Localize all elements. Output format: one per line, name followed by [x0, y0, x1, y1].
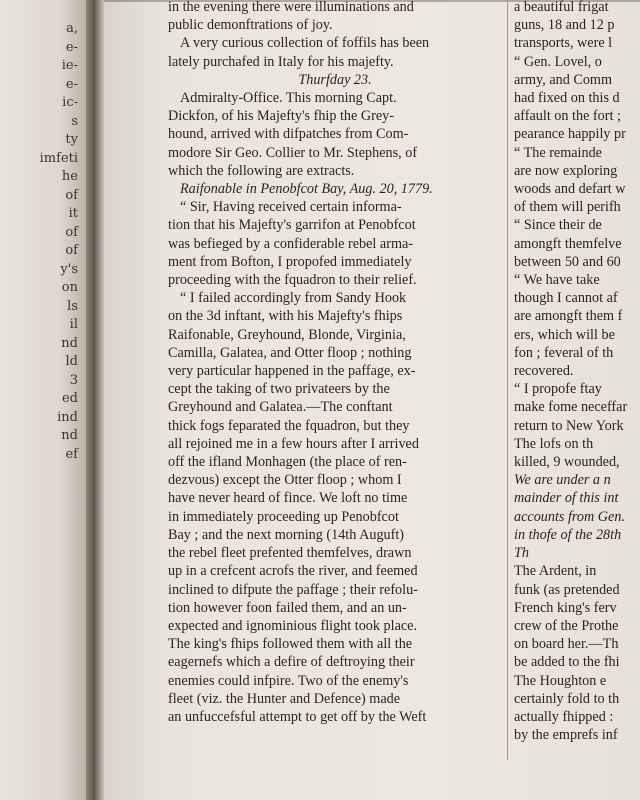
text-line: funk (as pretended — [514, 581, 620, 598]
left-page-fragment: of — [65, 224, 78, 240]
left-page-fragment: s — [71, 113, 78, 129]
text-line: killed, 9 wounded, — [514, 454, 620, 471]
text-line: have never heard of fince. We loft no time — [168, 490, 408, 507]
column-divider — [507, 0, 508, 760]
text-line: The king's fhips followed them with all the — [168, 636, 413, 653]
text-line: had fixed on this d — [514, 90, 620, 107]
text-line: Admiralty-Office. This morning Capt. — [180, 90, 397, 107]
text-line: of them will perifh — [514, 199, 621, 216]
text-line: are amongft them f — [514, 308, 623, 325]
text-line: fleet (viz. the Hunter and Defence) made — [168, 690, 401, 707]
text-line: “ Since their de — [514, 217, 602, 234]
text-line: very particular happened in the paffage, ex- — [168, 363, 416, 380]
text-line: lately purchafed in Italy for his majefty. — [168, 53, 394, 70]
text-line: eagernefs which a defire of deftroying their — [168, 654, 415, 671]
left-page-fragment: it — [68, 206, 78, 221]
left-page-fragment: on — [61, 280, 78, 295]
left-page-fragment: ie- — [61, 58, 78, 73]
text-line: amongft themfelve — [514, 235, 622, 252]
text-line: woods and defart w — [514, 181, 626, 198]
text-line: “ We have take — [514, 272, 600, 289]
left-page-fragment: ed — [61, 391, 78, 406]
text-line: certainly fold to th — [514, 690, 620, 707]
text-line: a beautiful frigat — [514, 0, 609, 15]
left-page-fragment: imfeti — [39, 150, 78, 166]
text-line: between 50 and 60 — [514, 253, 621, 270]
left-page-fragment: e- — [65, 76, 78, 92]
text-line: Bay ; and the next morning (14th Auguft) — [168, 526, 405, 543]
text-line: “ Gen. Lovel, o — [514, 53, 602, 70]
text-line: the rebel fleet prefented themfelves, drawn — [168, 545, 412, 562]
text-line: return to New York — [514, 417, 624, 434]
text-line: transports, were l — [514, 35, 613, 52]
text-line: thick fogs feparated the fquadron, but they — [168, 417, 410, 434]
text-line: ment from Bofton, I propofed immediately — [168, 253, 412, 270]
text-line: Dickfon, of his Majefty's fhip the Grey- — [168, 108, 394, 125]
text-line: fon ; feveral of th — [514, 344, 614, 361]
text-line: crew of the Prothe — [514, 617, 619, 634]
text-line: accounts from Gen. — [514, 508, 625, 525]
text-line: proceeding with the fquadron to their relief. — [168, 272, 417, 289]
text-line: in immediately proceeding up Penobfcot — [168, 508, 399, 525]
text-line: actually fhipped : — [514, 708, 614, 725]
text-line: dezvous) except the Otter floop ; whom I — [168, 472, 402, 489]
text-line: mainder of this int — [514, 490, 619, 507]
text-line: Raifonable in Penobfcot Bay, Aug. 20, 1779. — [180, 181, 433, 198]
text-line: The lofs on th — [514, 435, 594, 452]
text-line: was befieged by a confiderable rebel arma- — [168, 235, 413, 252]
column-right-cropped — [514, 0, 640, 744]
left-page-fragment: il — [69, 317, 78, 332]
text-line: public demonftrations of joy. — [168, 17, 333, 34]
text-line: Thurfday 23. — [298, 71, 372, 88]
text-line: are now exploring — [514, 162, 618, 179]
text-line: off the ifland Monhagen (the place of ren- — [168, 454, 407, 471]
text-line: recovered. — [514, 363, 574, 380]
text-line: cept the taking of two privateers by the — [168, 381, 390, 398]
left-page-fragment: a, — [66, 21, 78, 36]
text-line: though I cannot af — [514, 290, 618, 307]
left-page-fragment: ef — [65, 446, 78, 462]
left-page-fragment: y's — [60, 261, 78, 277]
text-line: an unfuccefsful attempt to get off by the Weft — [168, 708, 427, 725]
text-line: expected and ignominious flight took place. — [168, 617, 418, 634]
text-line: modore Sir Geo. Collier to Mr. Stephens, of — [168, 144, 418, 161]
text-line: hound, arrived with difpatches from Com- — [168, 126, 409, 143]
left-page-fragment: 3 — [69, 372, 78, 388]
text-line: enemies could infpire. Two of the enemy's — [168, 672, 409, 689]
text-line: Raifonable, Greyhound, Blonde, Virginia, — [168, 326, 406, 343]
text-line: “ Sir, Having received certain informa- — [180, 199, 402, 216]
left-page-fragment: ld — [65, 354, 78, 369]
text-line: on board her.—Th — [514, 636, 619, 653]
column-main — [168, 0, 502, 726]
left-page-fragment: he — [61, 169, 78, 184]
text-line: be added to the fhi — [514, 654, 620, 671]
text-line: “ I propofe ftay — [514, 381, 602, 398]
text-line: in thofe of the 28th — [514, 526, 622, 543]
text-line: make fome neceffar — [514, 399, 628, 416]
text-line: army, and Comm — [514, 71, 612, 88]
left-page-edge — [0, 0, 86, 800]
text-line: tion that his Majefty's garrifon at Penobfcot — [168, 217, 416, 234]
left-page-fragment: e- — [65, 39, 78, 55]
text-line: Th — [514, 545, 529, 562]
left-page-fragment: nd — [61, 335, 78, 351]
text-line: The Houghton e — [514, 672, 607, 689]
text-line: French king's ferv — [514, 599, 617, 616]
page-gutter — [86, 0, 104, 800]
text-line: pearance happily pr — [514, 126, 626, 143]
left-page-fragment: of — [65, 243, 78, 258]
text-line: in the evening there were illuminations and — [168, 0, 414, 15]
left-page-fragment: ic- — [62, 95, 78, 110]
text-line: affault on the fort ; — [514, 108, 621, 125]
text-line: by the emprefs inf — [514, 727, 618, 744]
text-line: all rejoined me in a few hours after I arrived — [168, 435, 419, 452]
text-line: on the 3d inftant, with his Majefty's fhips — [168, 308, 403, 325]
text-line: A very curious collection of foffils has been — [180, 35, 430, 52]
left-page-fragment: ind — [57, 409, 78, 425]
text-line: Greyhound and Galatea.—The conftant — [168, 399, 393, 416]
text-line: inclined to difpute the paffage ; their refolu- — [168, 581, 418, 598]
left-page-fragment: ty — [65, 132, 78, 147]
text-line: Camilla, Galatea, and Otter floop ; nothing — [168, 344, 412, 361]
left-page-fragment: ls — [67, 298, 78, 314]
text-line: which the following are extracts. — [168, 162, 355, 179]
text-line: The Ardent, in — [514, 563, 597, 580]
text-line: guns, 18 and 12 p — [514, 17, 615, 34]
left-page-fragment: nd — [61, 428, 78, 443]
text-line: ers, which will be — [514, 326, 615, 343]
newspaper-page — [104, 0, 640, 800]
text-line: “ I failed accordingly from Sandy Hook — [180, 290, 407, 307]
left-page-fragment: of — [65, 187, 78, 203]
text-line: We are under a n — [514, 472, 611, 489]
text-line: tion however foon failed them, and an un- — [168, 599, 407, 616]
text-line: up in a crefcent acrofs the river, and feemed — [168, 563, 418, 580]
text-line: “ The remainde — [514, 144, 602, 161]
